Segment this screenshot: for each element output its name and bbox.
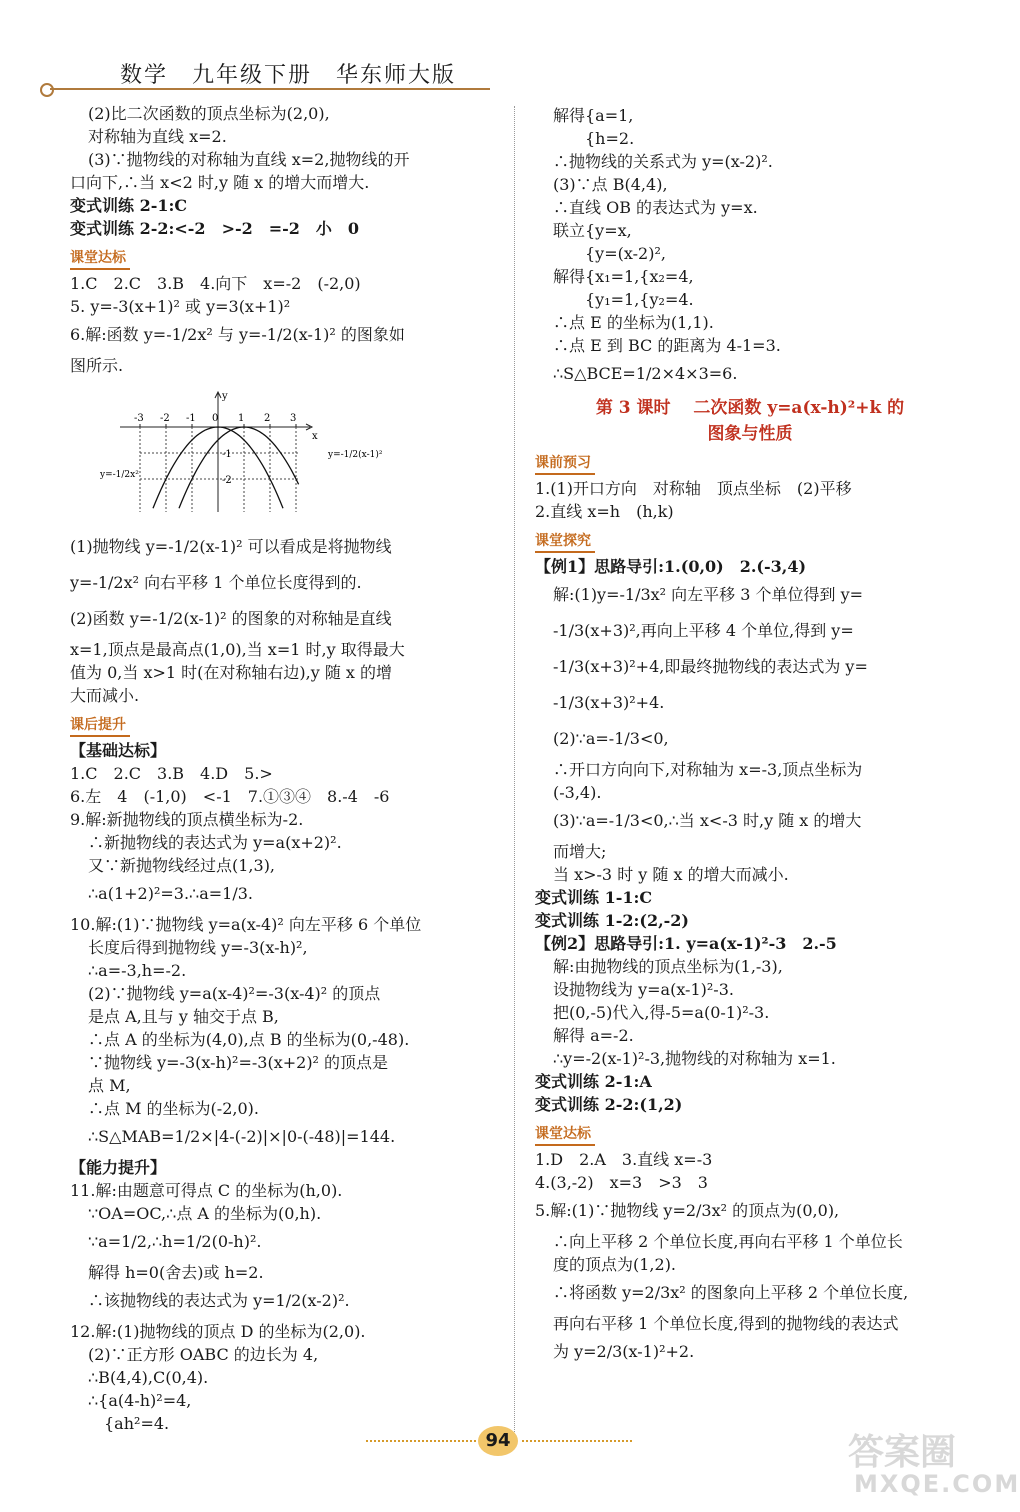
x-tick-label: 3 [290,413,297,424]
answer-line: 1.D 2.A 3.直线 x=-3 [535,1150,713,1169]
watermark-line1: 答案圈 [848,1432,957,1473]
answer-line: 又∵新抛物线经过点(1,3), [88,856,276,875]
answer-line: 变式训练 2-2:<-2 >-2 =-2 小 0 [70,219,360,238]
answer-line: 解:由抛物线的顶点坐标为(1,-3), [553,957,783,976]
right-column [535,106,965,1373]
x-tick-label: -3 [134,413,144,424]
answer-line: ∴点 E 的坐标为(1,1). [553,313,714,332]
x-tick-label: -2 [160,413,170,424]
answer-line: (2)∵抛物线 y=a(x-4)²=-3(x-4)² 的顶点 [88,984,381,1003]
answer-line: {ah²=4. [88,1414,170,1433]
x-tick-label: 0 [212,413,219,424]
watermark-line2: MXQE.COM [854,1470,1020,1498]
answer-line: {y=(x-2)², [553,244,666,263]
answer-line: ∴直线 OB 的表达式为 y=x. [553,198,758,217]
answer-line: (2)函数 y=-1/2(x-1)² 的图象的对称轴是直线 [70,609,392,628]
answer-line: 值为 0,当 x>1 时(在对称轴右边),y 随 x 的增 [70,663,393,682]
answer-line: 5.解:(1)∵抛物线 y=2/3x² 的顶点为(0,0), [535,1201,840,1220]
header-ornament [40,83,54,97]
section-tag: 课堂达标 [535,1124,595,1146]
answer-line: x=1,顶点是最高点(1,0),当 x=1 时,y 取得最大 [70,640,405,659]
answer-line: (3)∵点 B(4,4), [553,175,668,194]
watermark [848,1424,1020,1504]
answer-line: 9.解:新抛物线的顶点横坐标为-2. [70,810,304,829]
section-tag-row [535,525,965,557]
answer-line: (3)∵a=-1/3<0,∴当 x<-3 时,y 随 x 的增大 [553,811,862,830]
answer-line: 把(0,-5)代入,得-5=a(0-1)²-3. [553,1003,770,1022]
section-tag-row [70,709,510,741]
answer-line: 【基础达标】 [70,741,167,760]
page-number-dots-right [522,1440,632,1442]
answer-line: 变式训练 1-1:C [535,888,653,907]
answer-line: 变式训练 2-1:A [535,1072,652,1091]
answer-line: 口向下,∴当 x<2 时,y 随 x 的增大而增大. [70,173,370,192]
section-tag-row [535,1118,965,1150]
answer-line: ∴B(4,4),C(0,4). [88,1368,209,1387]
answer-line: 4.(3,-2) x=3 >3 3 [535,1173,708,1192]
answer-line: 点 M, [88,1076,131,1095]
page-number-badge [462,1424,534,1460]
section-tag-row [535,447,965,479]
answer-line: 12.解:(1)抛物线的顶点 D 的坐标为(2,0). [70,1322,366,1341]
lesson-title: 图象与性质 [707,424,793,444]
parabola-shifted-right [179,427,299,508]
answer-line: {y₁=1,{y₂=4. [553,290,694,309]
answer-line: 解得{a=1, [553,106,634,125]
answer-line: 5. y=-3(x+1)² 或 y=3(x+1)² [70,297,291,316]
answer-line: 10.解:(1)∵抛物线 y=a(x-4)² 向左平移 6 个单位 [70,915,422,934]
y-axis-label: y [222,391,228,402]
answer-line: 解:(1)y=-1/3x² 向左平移 3 个单位得到 y= [553,585,864,604]
y-tick-label: -2 [222,475,232,486]
answer-line: ∴S△BCE=1/2×4×3=6. [553,364,738,383]
answer-line: 联立{y=x, [553,221,632,240]
answer-line: ∴点 M 的坐标为(-2,0). [88,1099,259,1118]
answer-line: 变式训练 2-1:C [70,196,188,215]
answer-line: ∴新抛物线的表达式为 y=a(x+2)². [88,833,342,852]
answer-line: 【能力提升】 [70,1158,167,1177]
answer-line: ∴y=-2(x-1)²-3,抛物线的对称轴为 x=1. [553,1049,836,1068]
page-number-dots-left [366,1440,476,1442]
answer-line: (2)∵正方形 OABC 的边长为 4, [88,1345,319,1364]
answer-line: ∴{a(4-h)²=4, [88,1391,192,1410]
answer-line: 【例2】思路导引:1. y=a(x-1)²-3 2.-5 [535,934,837,953]
answer-line: y=-1/2x² 向右平移 1 个单位长度得到的. [70,573,362,592]
page-number: 94 [485,1430,511,1451]
answer-line: ∴抛物线的关系式为 y=(x-2)². [553,152,773,171]
answer-line: ∴点 A 的坐标为(4,0),点 B 的坐标为(0,-48). [88,1030,410,1049]
answer-line: (3)∵抛物线的对称轴为直线 x=2,抛物线的开 [88,150,410,169]
answer-line: 变式训练 1-2:(2,-2) [535,911,690,930]
answer-line: ∵a=1/2,∴h=1/2(0-h)². [88,1232,262,1251]
answer-line: 长度后得到抛物线 y=-3(x-h)², [88,938,308,957]
curve-label-right: y=-1/2(x-1)² [328,450,383,460]
answer-line: ∴a(1+2)²=3.∴a=1/3. [88,884,254,903]
curve-label-left: y=-1/2x² [100,470,139,480]
lesson-title: 第 3 课时 二次函数 y=a(x-h)²+k 的 [595,398,905,418]
answer-line: 解得 h=0(舍去)或 h=2. [88,1263,264,1282]
answer-line: ∴开口方向向下,对称轴为 x=-3,顶点坐标为 [553,760,863,779]
answer-line: 1.(1)开口方向 对称轴 顶点坐标 (2)平移 [535,479,852,498]
answer-line: 再向右平移 1 个单位长度,得到的抛物线的表达式 [553,1314,899,1333]
section-tag: 课堂达标 [70,248,130,270]
column-divider [514,106,515,1436]
left-column [70,104,510,1437]
answer-line: (2)∵a=-1/3<0, [553,729,669,748]
x-tick-label: -1 [186,413,196,424]
answer-line: -1/3(x+3)²,再向上平移 4 个单位,得到 y= [553,621,854,640]
answer-line: 11.解:由题意可得点 C 的坐标为(h,0). [70,1181,343,1200]
answer-line: 图所示. [70,356,124,375]
answer-line: (-3,4). [553,783,602,802]
answer-line: 当 x>-3 时 y 随 x 的增大而减小. [553,865,789,884]
answer-line: -1/3(x+3)²+4. [553,693,665,712]
answer-line: 解得{x₁=1,{x₂=4, [553,267,694,286]
answer-line: 变式训练 2-2:(1,2) [535,1095,683,1114]
parabola-graph [100,387,430,517]
answer-line: 度的顶点为(1,2). [553,1255,677,1274]
answer-line: ∵抛物线 y=-3(x-h)²=-3(x+2)² 的顶点是 [88,1053,389,1072]
answer-line: (1)抛物线 y=-1/2(x-1)² 可以看成是将抛物线 [70,537,392,556]
answer-line: ∴点 E 到 BC 的距离为 4-1=3. [553,336,781,355]
answer-line: 为 y=2/3(x-1)²+2. [553,1342,695,1361]
page-header [40,52,480,102]
answer-line: 1.C 2.C 3.B 4.D 5.> [70,764,273,783]
section-tag: 课后提升 [70,715,130,737]
answer-line: 解得 a=-2. [553,1026,634,1045]
answer-line: -1/3(x+3)²+4,即最终抛物线的表达式为 y= [553,657,868,676]
answer-line: ∴该抛物线的表达式为 y=1/2(x-2)². [88,1291,350,1310]
answer-line: ∴将函数 y=2/3x² 的图象向上平移 2 个单位长度, [553,1283,909,1302]
answer-line: {h=2. [553,129,635,148]
header-title: 数学 九年级下册 华东师大版 [120,63,457,88]
answer-line: 【例1】思路导引:1.(0,0) 2.(-3,4) [535,557,807,576]
answer-line: 对称轴为直线 x=2. [88,127,227,146]
answer-line: 6.左 4 (-1,0) <-1 7.①③④ 8.-4 -6 [70,787,390,806]
section-tag-row [70,242,510,274]
answer-line: ∴a=-3,h=-2. [88,961,187,980]
answer-line: 1.C 2.C 3.B 4.向下 x=-2 (-2,0) [70,274,361,293]
x-axis-label: x [312,431,318,442]
answer-line: 2.直线 x=h (h,k) [535,502,674,521]
answer-line: 而增大; [553,842,607,861]
section-tag: 课前预习 [535,453,595,475]
section-tag: 课堂探究 [535,531,595,553]
y-tick-label: -1 [222,449,232,460]
answer-line: 6.解:函数 y=-1/2x² 与 y=-1/2(x-1)² 的图象如 [70,325,405,344]
answer-line: (2)比二次函数的顶点坐标为(2,0), [88,104,330,123]
answer-line: 大而减小. [70,686,140,705]
answer-line: 是点 A,且与 y 轴交于点 B, [88,1007,279,1026]
answer-line: ∴S△MAB=1/2×|4-(-2)|×|0-(-48)|=144. [88,1127,396,1146]
answer-line: 设抛物线为 y=a(x-1)²-3. [553,980,734,999]
answer-line: ∴向上平移 2 个单位长度,再向右平移 1 个单位长 [553,1232,903,1251]
answer-line: ∵OA=OC,∴点 A 的坐标为(0,h). [88,1204,322,1223]
x-tick-label: 2 [264,413,271,424]
x-tick-label: 1 [238,413,245,424]
